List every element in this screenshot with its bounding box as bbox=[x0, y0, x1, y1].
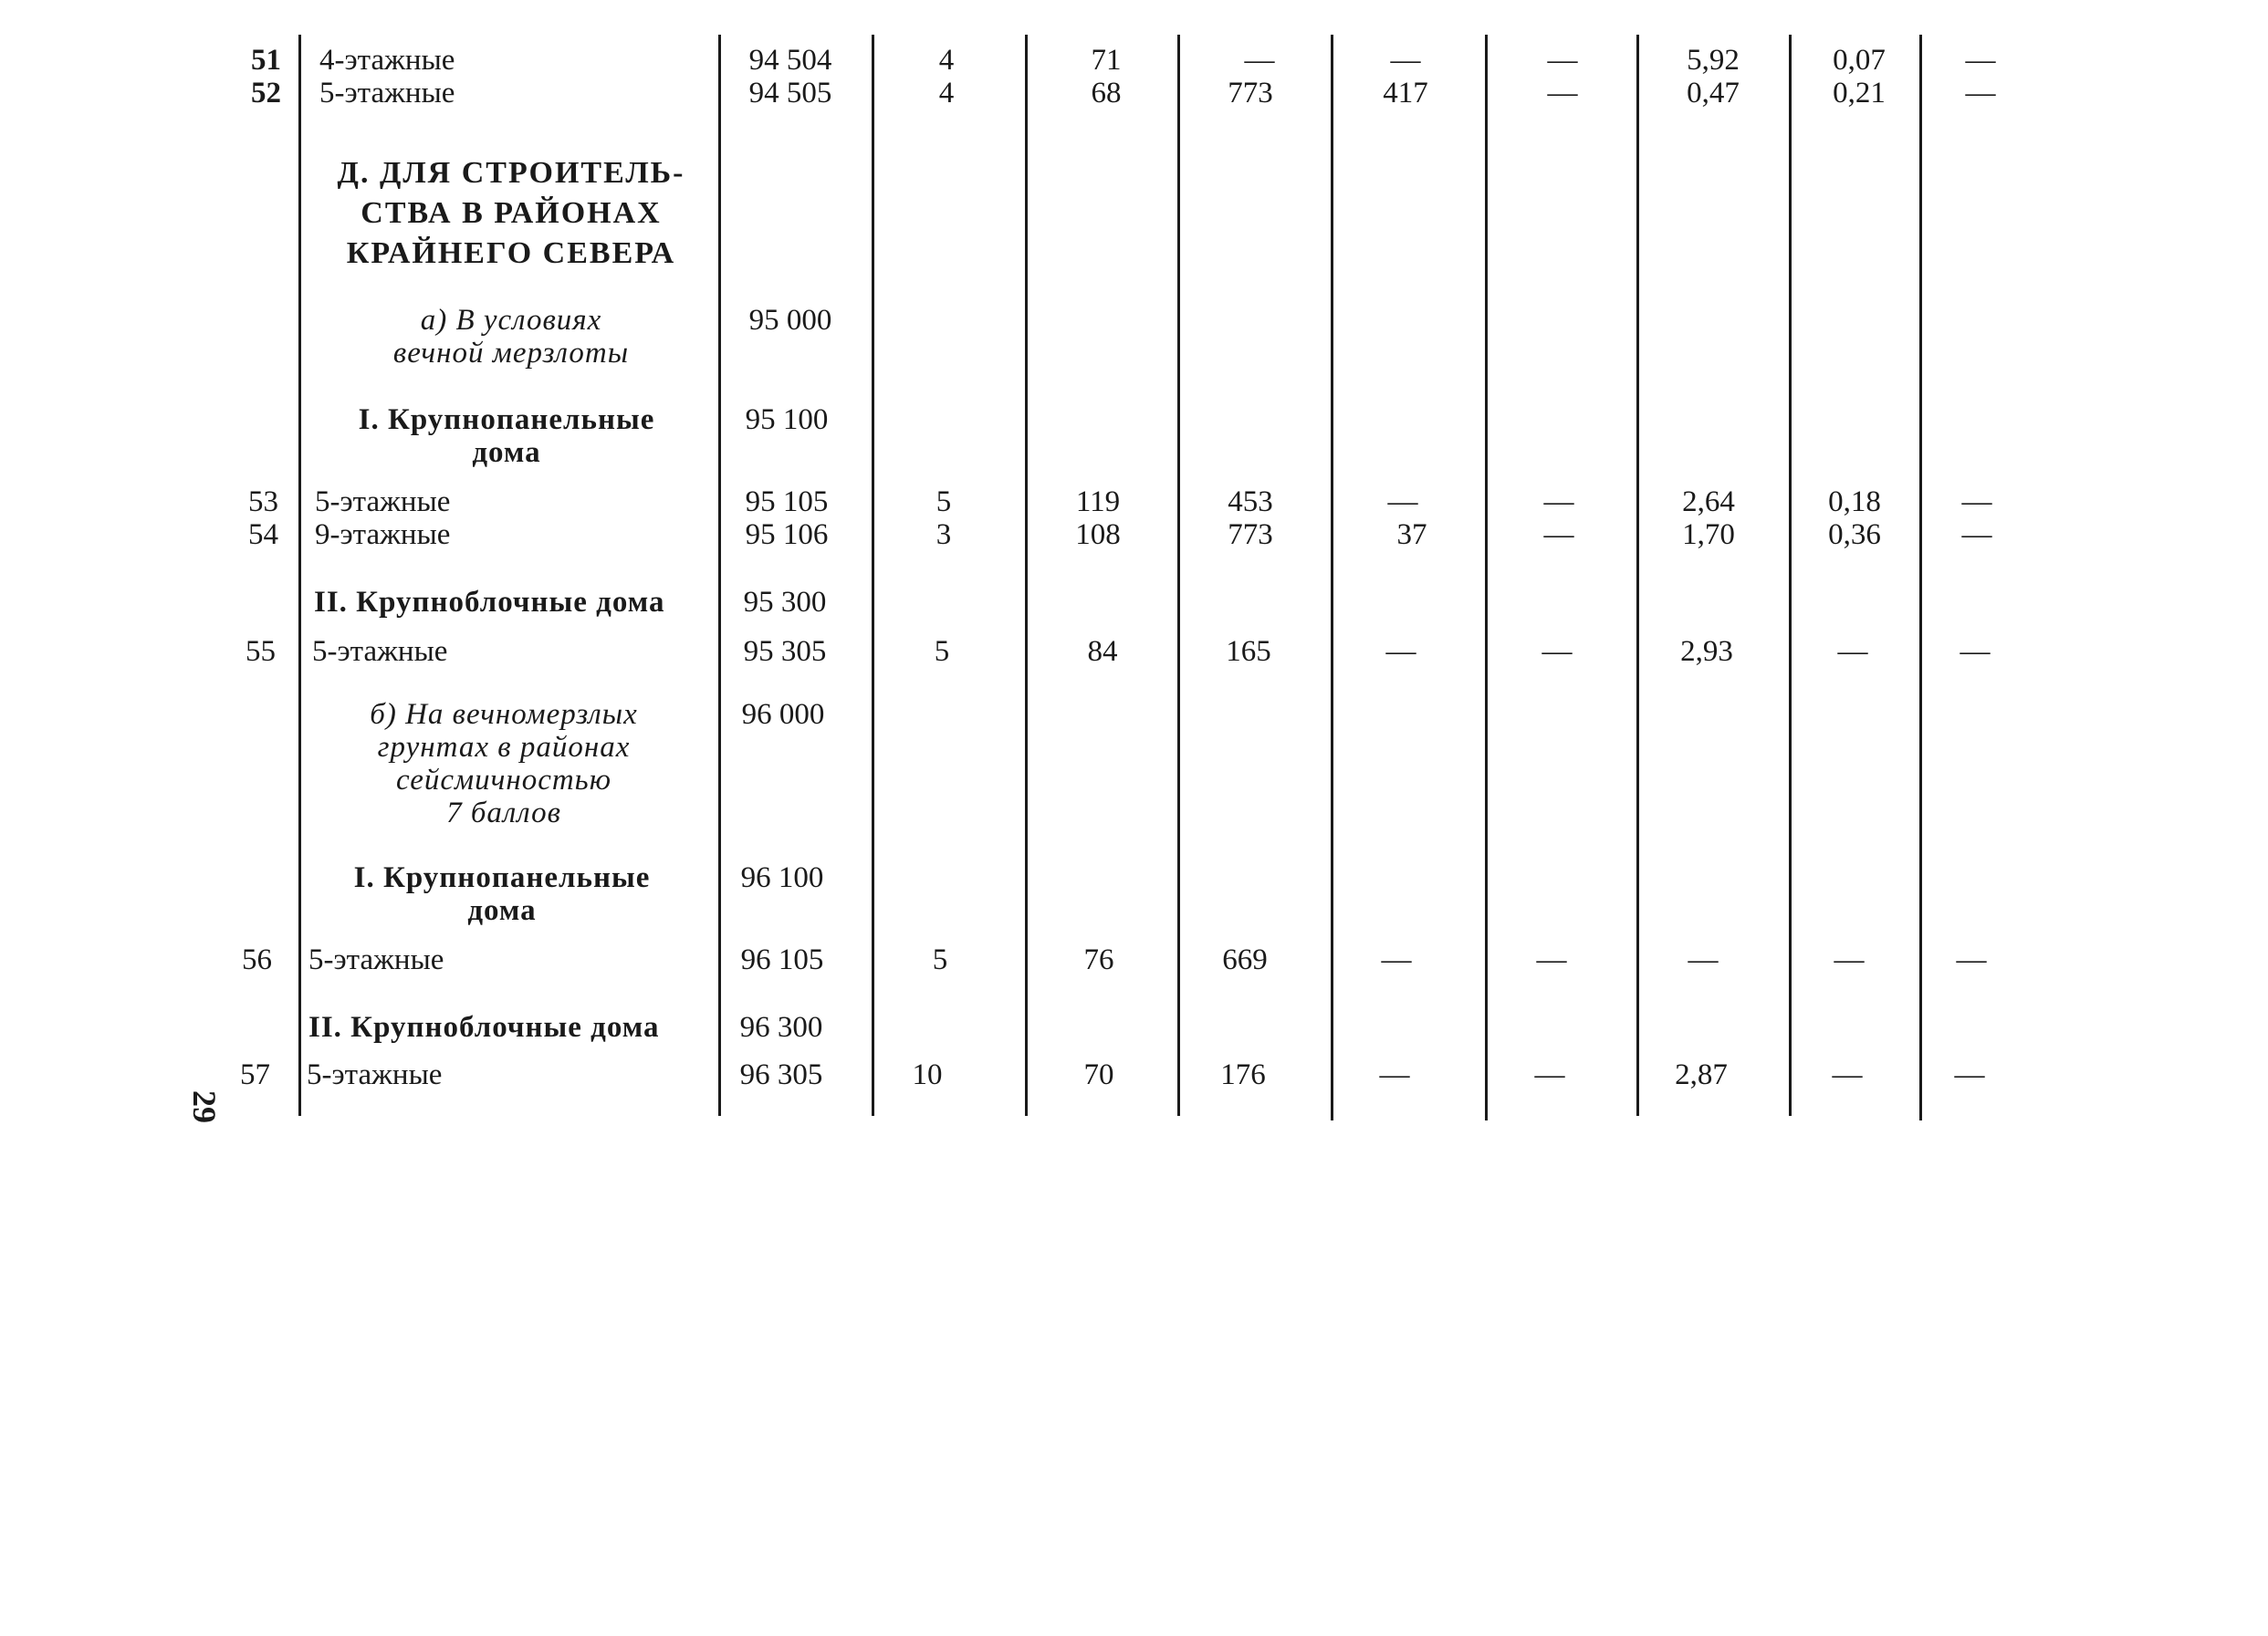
column-rule bbox=[1919, 35, 1922, 1120]
subsection-code: 95 000 bbox=[748, 304, 832, 337]
row-number: 57 bbox=[240, 1058, 270, 1091]
cell: — bbox=[1832, 1058, 1863, 1091]
cell: — bbox=[1961, 485, 1992, 518]
cell: 2,87 bbox=[1675, 1058, 1728, 1091]
cell: 165 bbox=[1226, 635, 1271, 668]
subsection-title: грунтах в районах bbox=[377, 731, 631, 764]
group-code: 95 100 bbox=[745, 403, 829, 436]
cell: 2,64 bbox=[1682, 485, 1735, 518]
cell: 70 bbox=[1083, 1058, 1114, 1091]
subsection-title: 7 баллов bbox=[446, 797, 561, 829]
section-heading-line: СТВА В РАЙОНАХ bbox=[361, 196, 662, 230]
cell: 669 bbox=[1222, 943, 1268, 976]
subsection-title: сейсмичностью bbox=[396, 764, 611, 797]
row-name: 4-этажные bbox=[319, 44, 455, 77]
row-code: 95 105 bbox=[745, 485, 829, 518]
row-code: 94 505 bbox=[748, 77, 832, 109]
cell: 71 bbox=[1091, 44, 1122, 77]
cell: 4 bbox=[938, 44, 955, 77]
cell: 108 bbox=[1075, 518, 1121, 551]
cell: 0,21 bbox=[1833, 77, 1886, 109]
column-rule bbox=[298, 35, 301, 1116]
subsection-code: 96 000 bbox=[741, 698, 825, 731]
cell: 5 bbox=[935, 485, 952, 518]
cell: 68 bbox=[1091, 77, 1122, 109]
cell: 76 bbox=[1083, 943, 1114, 976]
row-number: 52 bbox=[251, 77, 281, 109]
cell: — bbox=[1960, 635, 1991, 668]
cell: — bbox=[1385, 635, 1416, 668]
cell: — bbox=[1543, 518, 1574, 551]
row-name: 5-этажные bbox=[315, 485, 451, 518]
section-heading-line: КРАЙНЕГО СЕВЕРА bbox=[346, 236, 676, 270]
column-rule bbox=[718, 35, 721, 1116]
column-rule bbox=[1025, 35, 1028, 1116]
group-title: II. Крупноблочные дома bbox=[308, 1011, 660, 1044]
cell: 0,36 bbox=[1828, 518, 1881, 551]
cell: — bbox=[1834, 943, 1865, 976]
cell: — bbox=[1965, 44, 1996, 77]
cell: — bbox=[1956, 943, 1987, 976]
cell: 2,93 bbox=[1680, 635, 1733, 668]
cell: — bbox=[1543, 485, 1574, 518]
cell: 5,92 bbox=[1687, 44, 1740, 77]
cell: — bbox=[1244, 44, 1275, 77]
column-rule bbox=[1789, 35, 1792, 1116]
cell: — bbox=[1390, 44, 1421, 77]
cell: 84 bbox=[1087, 635, 1118, 668]
cell: — bbox=[1387, 485, 1418, 518]
cell: 4 bbox=[938, 77, 955, 109]
row-name: 5-этажные bbox=[319, 77, 455, 109]
row-number: 55 bbox=[246, 635, 276, 668]
cell: — bbox=[1954, 1058, 1985, 1091]
cell: — bbox=[1965, 77, 1996, 109]
row-name: 5-этажные bbox=[307, 1058, 443, 1091]
row-code: 96 105 bbox=[740, 943, 824, 976]
cell: — bbox=[1688, 943, 1719, 976]
cell: 5 bbox=[934, 635, 950, 668]
row-name: 9-этажные bbox=[315, 518, 451, 551]
group-title: I. Крупнопанельные bbox=[358, 403, 655, 436]
subsection-title: вечной мерзлоты bbox=[392, 337, 630, 370]
group-code: 96 300 bbox=[739, 1011, 823, 1044]
cell: — bbox=[1534, 1058, 1565, 1091]
cell: — bbox=[1381, 943, 1412, 976]
cell: — bbox=[1379, 1058, 1410, 1091]
cell: 453 bbox=[1228, 485, 1273, 518]
row-number: 54 bbox=[248, 518, 278, 551]
group-title: дома bbox=[467, 894, 537, 927]
row-code: 96 305 bbox=[739, 1058, 823, 1091]
column-rule bbox=[1177, 35, 1180, 1116]
cell: — bbox=[1547, 44, 1578, 77]
cell: 773 bbox=[1228, 77, 1273, 109]
subsection-title: б) На вечномерзлых bbox=[370, 698, 638, 731]
cell: 10 bbox=[912, 1058, 943, 1091]
row-number: 53 bbox=[248, 485, 278, 518]
cell: 0,47 bbox=[1687, 77, 1740, 109]
group-code: 96 100 bbox=[740, 861, 824, 894]
column-rule bbox=[872, 35, 874, 1116]
group-title: II. Крупноблочные дома bbox=[314, 586, 665, 619]
cell: 1,70 bbox=[1682, 518, 1735, 551]
subsection-title: а) В условиях bbox=[420, 304, 602, 337]
row-name: 5-этажные bbox=[308, 943, 444, 976]
row-number: 56 bbox=[242, 943, 272, 976]
cell: 119 bbox=[1075, 485, 1121, 518]
group-title: дома bbox=[472, 436, 541, 469]
column-rule bbox=[1636, 35, 1639, 1116]
cell: 0,18 bbox=[1828, 485, 1881, 518]
cell: — bbox=[1837, 635, 1868, 668]
group-title: I. Крупнопанельные bbox=[353, 861, 651, 894]
row-name: 5-этажные bbox=[312, 635, 448, 668]
cell: — bbox=[1542, 635, 1573, 668]
cell: 5 bbox=[932, 943, 948, 976]
cell: 417 bbox=[1383, 77, 1428, 109]
page-number: 29 bbox=[186, 1090, 223, 1123]
column-rule bbox=[1331, 35, 1333, 1120]
row-code: 94 504 bbox=[748, 44, 832, 77]
cell: 3 bbox=[935, 518, 952, 551]
cell: 0,07 bbox=[1833, 44, 1886, 77]
column-rule bbox=[1485, 35, 1488, 1120]
cell: — bbox=[1536, 943, 1567, 976]
cell: 37 bbox=[1396, 518, 1427, 551]
section-heading-line: Д. ДЛЯ СТРОИТЕЛЬ- bbox=[337, 156, 685, 190]
cell: 773 bbox=[1228, 518, 1273, 551]
row-number: 51 bbox=[251, 44, 281, 77]
row-code: 95 305 bbox=[743, 635, 827, 668]
cell: — bbox=[1547, 77, 1578, 109]
cell: 176 bbox=[1220, 1058, 1266, 1091]
row-code: 95 106 bbox=[745, 518, 829, 551]
cell: — bbox=[1961, 518, 1992, 551]
group-code: 95 300 bbox=[743, 586, 827, 619]
